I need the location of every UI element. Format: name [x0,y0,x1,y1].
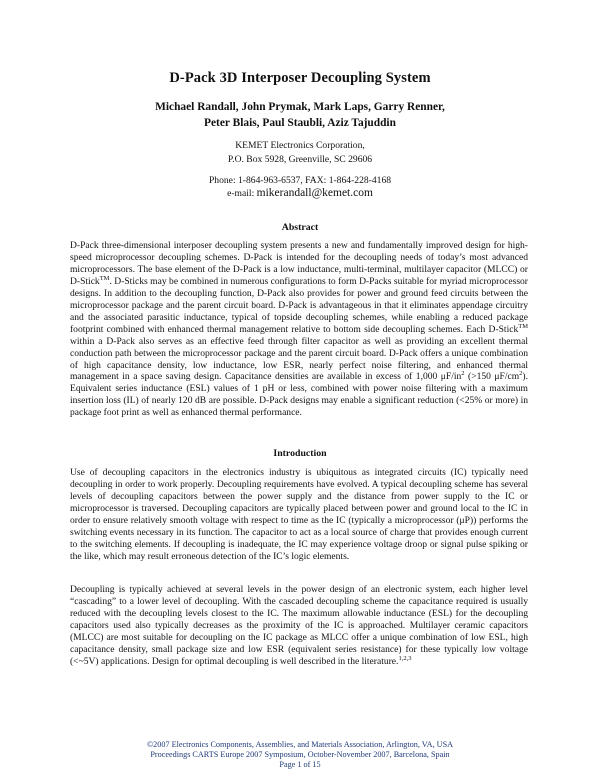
contact-info [0,174,600,200]
author-line-1: Michael Randall, John Prymak, Mark Laps, Garry Renner, [155,101,445,113]
footer-copyright: ©2007 Electronics Components, Assemblies, and Materials Association, Arlington, VA, USA [146,740,454,749]
footer-page-number: Page 1 of 15 [279,759,321,769]
author-list [0,99,600,131]
abstract-text: D-Pack three-dimensional interposer decoupling system presents a new and fundamentally improved design for high-speed microprocessor decoupling schemes. D-Pack is intended for the decoupling needs of today’s most advanced microprocessors. The base element of the D-Pack is a low inductance, multi-terminal, multilayer capacitor (MLCC) or D-Stick™. D-Sticks may be combined in numerous configurations to form D-Packs suitable for myriad microprocessor designs. In addition to the decoupling function, D-Pack also provides for power and ground feed circuits between the microprocessor package and the parent circuit board. D-Pack is advantageous in that it eliminates appendage circuitry and the associated parasitic inductance, typical of topside decoupling schemes, while enabling a reduced package footprint combined with enhanced thermal management relative to bottom side decoupling schemes. Each D-Stick™ within a D-Pack also serves as an effective feed through filter capacitor as well as providing an excellent thermal conduction path between the microprocessor package and the parent circuit board. D-Pack offers a unique combination of high capacitance density, low inductance, low ESR, nearly perfect noise filtering, and enhanced thermal management in a space saving design. Capacitance densities are available in excess of 1,000 $\mu F/in^2$ (>150 $\mu F/cm^2$). Equivalent series inductance (ESL) values of 1 pH or less, combined with power noise filtering with a maximum insertion loss (IL) of nearly 120 dB are possible. D-Pack designs may enable a significant reduction (<25% or more) in package foot print as well as enhanced thermal performance. [70,240,528,419]
email-address[interactable]: mikerandall@kemet.com [256,187,373,199]
page-footer [0,740,600,769]
email-label: e-mail: [227,188,257,199]
paper-title: D-Pack 3D Interposer Decoupling System [169,70,431,86]
reference-markers[interactable]: 1,2,3 [398,654,412,662]
introduction-paragraph-2: Decoupling is typically achieved at several levels in the power design of an electronic system, each higher level “cascading” to a lower level of decoupling. With the cascaded decoupling scheme the capacitance required is usually reduced with the decoupling levels closest to the IC. The maximum allowable inductance (ESL) for the decoupling capacitors used also typically decreases as the proximity of the IC is approached. Multilayer ceramic capacitors (MLCC) are most suitable for decoupling on the IC package as MLCC offer a unique combination of low ESL, high capacitance density, small package size and low ESR (equivalent series resistance) for these typically low voltage (<~5V) applications. Design for optimal decoupling is well described in the literature.$^{1,2,3}$ [70,584,528,667]
abstract-heading: Abstract [281,222,319,233]
superscript-2: 2 [519,370,523,378]
superscript-2: 2 [461,370,465,378]
footer-proceedings: Proceedings CARTS Europe 2007 Symposium, October-November 2007, Barcelona, Spain [150,749,450,759]
affiliation-company: KEMET Electronics Corporation, [235,140,365,151]
affiliation [0,139,600,166]
trademark-mark: TM [99,274,110,282]
introduction-heading: Introduction [273,448,327,459]
author-line-2: Peter Blais, Paul Staubli, Aziz Tajuddin [204,117,396,129]
introduction-paragraph-1: Use of decoupling capacitors in the electronics industry is ubiquitous as integrated circuits (IC) typically need decoupling in order to work properly. Decoupling requirements have evolved. A typical decoupling scheme has several levels of decoupling capacitors between the power supply and the distance from power supply to the IC or microprocessor is traversed. Decoupling capacitors are typically placed between power and ground local to the IC in order to ensure relatively smooth voltage with respect to time as the IC (typically a microprocessor (μP)) performs the switching events necessary in its function. The capacitor to act as a local source of charge that provides enough current to the switching elements. If decoupling is inadequate, the IC may experience voltage droop or signal pulse spiking or the like, which may result erroneous detection of the IC’s logic elements. [70,467,528,562]
contact-email-line [0,187,600,200]
trademark-mark: TM [518,322,528,330]
contact-phone: Phone: 1-864-963-6537, FAX: 1-864-228-4168 [208,175,392,186]
affiliation-address: P.O. Box 5928, Greenville, SC 29606 [227,153,373,165]
